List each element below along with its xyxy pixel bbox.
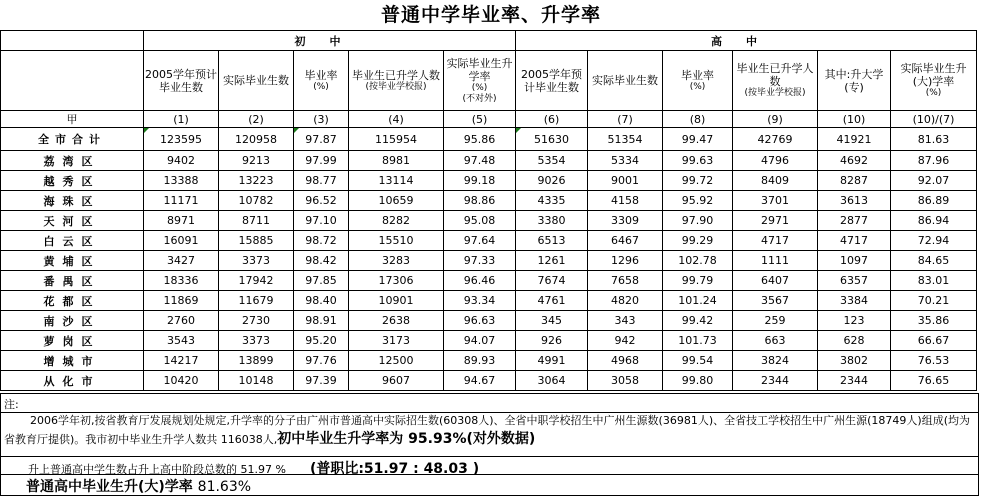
- table-cell: 97.76: [294, 351, 349, 371]
- notes-label: 注:: [4, 398, 19, 411]
- table-cell: 8287: [818, 171, 891, 191]
- table-row: [1, 191, 977, 211]
- column-header: [444, 51, 516, 111]
- column-index: (10): [818, 111, 891, 128]
- table-cell: 3064: [516, 371, 588, 391]
- table-cell: 10901: [349, 291, 444, 311]
- column-header-unit: (%): [313, 81, 329, 92]
- table-cell: 4991: [516, 351, 588, 371]
- table-cell: 8971: [144, 211, 219, 231]
- table-cell: 96.46: [444, 271, 516, 291]
- table-cell: 97.48: [444, 151, 516, 171]
- table-row: [1, 171, 977, 191]
- table-cell: 10148: [219, 371, 294, 391]
- table-cell: 10659: [349, 191, 444, 211]
- notes-paragraph: [4, 412, 976, 449]
- table-cell: 3824: [733, 351, 818, 371]
- row-label: 天河区: [1, 211, 144, 231]
- table-cell: 96.63: [444, 311, 516, 331]
- table-cell: 3567: [733, 291, 818, 311]
- table-row: [1, 251, 977, 271]
- table-cell: 99.80: [663, 371, 733, 391]
- column-header-title: 毕业率: [681, 68, 714, 82]
- table-row: [1, 291, 977, 311]
- column-header: [588, 51, 663, 111]
- column-header-unit: (%) (不对外): [462, 82, 497, 104]
- table-cell: 98.86: [444, 191, 516, 211]
- table-cell: 98.72: [294, 231, 349, 251]
- table-cell: 14217: [144, 351, 219, 371]
- header-corner: [1, 31, 144, 51]
- table-cell: 97.99: [294, 151, 349, 171]
- table-cell: 259: [733, 311, 818, 331]
- column-header-title: 毕业率: [304, 68, 338, 82]
- column-index: (5): [444, 111, 516, 128]
- column-header-title: 2005学年预计毕业生数: [145, 67, 217, 94]
- notes-ratio-highlight: (普职比:51.97 : 48.03 ): [309, 461, 480, 477]
- table-cell: 76.65: [891, 371, 977, 391]
- row-label: 南沙区: [1, 311, 144, 331]
- table-row: [1, 331, 977, 351]
- column-index: (2): [219, 111, 294, 128]
- index-label: 甲: [1, 111, 144, 128]
- row-label: 黄埔区: [1, 251, 144, 271]
- table-cell: 66.67: [891, 331, 977, 351]
- notes-paragraph-highlight: 初中毕业生升学率为 95.93%(对外数据): [277, 431, 536, 447]
- table-row: [1, 351, 977, 371]
- table-cell: 51354: [588, 128, 663, 151]
- table-cell: 663: [733, 331, 818, 351]
- table-cell: 95.08: [444, 211, 516, 231]
- table-cell: 8981: [349, 151, 444, 171]
- table-cell: 95.20: [294, 331, 349, 351]
- table-cell: 97.33: [444, 251, 516, 271]
- table-cell: 98.42: [294, 251, 349, 271]
- table-cell: 9402: [144, 151, 219, 171]
- column-index: (3): [294, 111, 349, 128]
- notes-paragraph-text: 2006学年初,按省教育厅发展规划处规定,升学率的分子由广州市普通高中实际招生数(60308人)、全省中职学校招生中广州生源数(36981人)、全省技工学校招生中广州生源(18749人)组成(均为省教育厅提供)。我市初中毕业生升学人数共 116038人,: [4, 414, 971, 446]
- table-cell: 4692: [818, 151, 891, 171]
- table-row: [1, 271, 977, 291]
- table-row: [1, 231, 977, 251]
- table-cell: 3701: [733, 191, 818, 211]
- table-cell: 4717: [818, 231, 891, 251]
- column-header: [663, 51, 733, 111]
- column-header-title: 实际毕业生升学率: [446, 56, 513, 83]
- table-row: [1, 211, 977, 231]
- table-cell: 6513: [516, 231, 588, 251]
- table-cell: 10782: [219, 191, 294, 211]
- column-header: [818, 51, 891, 111]
- table-cell: 3373: [219, 251, 294, 271]
- table-cell: 8282: [349, 211, 444, 231]
- table-cell: 3058: [588, 371, 663, 391]
- table-cell: 1296: [588, 251, 663, 271]
- table-cell: 16091: [144, 231, 219, 251]
- column-header: [349, 51, 444, 111]
- table-cell: 12500: [349, 351, 444, 371]
- table-cell: 9607: [349, 371, 444, 391]
- table-cell: 3543: [144, 331, 219, 351]
- table-cell: 3802: [818, 351, 891, 371]
- table-cell: 3283: [349, 251, 444, 271]
- table-cell: 97.85: [294, 271, 349, 291]
- notes-ratio-text: 升上普通高中学生数占升上高中阶段总数的 51.97 %: [28, 463, 286, 476]
- table-cell: 926: [516, 331, 588, 351]
- table-row: [1, 151, 977, 171]
- table-cell: 123: [818, 311, 891, 331]
- table-cell: 2638: [349, 311, 444, 331]
- row-label: 越秀区: [1, 171, 144, 191]
- table-cell: 2877: [818, 211, 891, 231]
- table-cell: 99.54: [663, 351, 733, 371]
- table-cell: 4761: [516, 291, 588, 311]
- column-header-unit: (按毕业学校报): [365, 81, 427, 92]
- notes-senior-rate-label: 普通高中毕业生升(大)学率: [26, 479, 193, 495]
- table-cell: 1097: [818, 251, 891, 271]
- column-index: (10)/(7): [891, 111, 977, 128]
- column-header-title: 毕业生已升学人数: [352, 68, 440, 82]
- table-cell: 9026: [516, 171, 588, 191]
- table-cell: 83.01: [891, 271, 977, 291]
- table-cell: 98.40: [294, 291, 349, 311]
- table-cell: 9213: [219, 151, 294, 171]
- table-cell: 10420: [144, 371, 219, 391]
- table-row: [1, 371, 977, 391]
- table-cell: 2344: [733, 371, 818, 391]
- table-cell: 6357: [818, 271, 891, 291]
- table-cell: 120958: [219, 128, 294, 151]
- table-cell: 1261: [516, 251, 588, 271]
- table-cell: 72.94: [891, 231, 977, 251]
- column-header: [733, 51, 818, 111]
- table-cell: 81.63: [891, 128, 977, 151]
- table-cell: 2971: [733, 211, 818, 231]
- row-label: 花都区: [1, 291, 144, 311]
- table-cell: 2760: [144, 311, 219, 331]
- row-label: 海珠区: [1, 191, 144, 211]
- table-cell: 11869: [144, 291, 219, 311]
- table-cell: 4796: [733, 151, 818, 171]
- column-header: [294, 51, 349, 111]
- table-cell: 8409: [733, 171, 818, 191]
- table-cell: 95.86: [444, 128, 516, 151]
- table-cell: 2730: [219, 311, 294, 331]
- table-cell: 97.90: [663, 211, 733, 231]
- column-header-unit: (%): [925, 88, 942, 98]
- table-cell: 101.73: [663, 331, 733, 351]
- table-cell: 99.47: [663, 128, 733, 151]
- page-title: 普通中学毕业率、升学率: [380, 4, 601, 26]
- table-cell: 4968: [588, 351, 663, 371]
- table-cell: 94.07: [444, 331, 516, 351]
- table-cell: 5354: [516, 151, 588, 171]
- table-cell: 5334: [588, 151, 663, 171]
- table-row: [1, 128, 977, 151]
- table-cell: 18336: [144, 271, 219, 291]
- table-cell: 4717: [733, 231, 818, 251]
- table-cell: 97.64: [444, 231, 516, 251]
- table-cell: 3427: [144, 251, 219, 271]
- row-label: 白云区: [1, 231, 144, 251]
- table-cell: 3173: [349, 331, 444, 351]
- table-cell: 4335: [516, 191, 588, 211]
- table-cell: 343: [588, 311, 663, 331]
- table-cell: 7658: [588, 271, 663, 291]
- table-cell: 94.67: [444, 371, 516, 391]
- table-row: [1, 311, 977, 331]
- notes-senior-rate-value: 81.63%: [197, 479, 252, 495]
- table-cell: 84.65: [891, 251, 977, 271]
- row-label: 从化市: [1, 371, 144, 391]
- table-cell: 628: [818, 331, 891, 351]
- column-header-title: 实际毕业生数: [592, 74, 658, 87]
- table-cell: 9001: [588, 171, 663, 191]
- table-cell: 99.79: [663, 271, 733, 291]
- column-index: (7): [588, 111, 663, 128]
- table-cell: 15510: [349, 231, 444, 251]
- header-blank: [1, 51, 144, 111]
- row-label: 番禺区: [1, 271, 144, 291]
- table-cell: 3373: [219, 331, 294, 351]
- table-cell: 15885: [219, 231, 294, 251]
- table-cell: 4158: [588, 191, 663, 211]
- column-index: (4): [349, 111, 444, 128]
- table-cell: 70.21: [891, 291, 977, 311]
- row-label: 增城市: [1, 351, 144, 371]
- table-cell: 13388: [144, 171, 219, 191]
- column-header: [219, 51, 294, 111]
- table-cell: 101.24: [663, 291, 733, 311]
- table-cell: 89.93: [444, 351, 516, 371]
- table-cell: 99.72: [663, 171, 733, 191]
- table-cell: 98.91: [294, 311, 349, 331]
- column-index: (6): [516, 111, 588, 128]
- table-cell: 17942: [219, 271, 294, 291]
- table-cell: 13899: [219, 351, 294, 371]
- table-cell: 51630: [516, 128, 588, 151]
- column-header: [516, 51, 588, 111]
- table-cell: 95.92: [663, 191, 733, 211]
- column-header-title: 实际毕业生数: [223, 74, 289, 87]
- table-cell: 99.29: [663, 231, 733, 251]
- table-cell: 3613: [818, 191, 891, 211]
- row-label: 全市合计: [1, 128, 144, 151]
- table-cell: 93.34: [444, 291, 516, 311]
- table-cell: 2344: [818, 371, 891, 391]
- table-cell: 86.89: [891, 191, 977, 211]
- column-header-title: 2005学年预计毕业生数: [521, 67, 582, 94]
- table-cell: 98.77: [294, 171, 349, 191]
- table-cell: 97.10: [294, 211, 349, 231]
- table-cell: 102.78: [663, 251, 733, 271]
- notes-senior-rate: [26, 476, 251, 496]
- table-cell: 4820: [588, 291, 663, 311]
- notes-ratio-line: [28, 458, 479, 478]
- table-cell: 99.63: [663, 151, 733, 171]
- table-cell: 8711: [219, 211, 294, 231]
- table-cell: 11171: [144, 191, 219, 211]
- table-cell: 7674: [516, 271, 588, 291]
- table-cell: 13114: [349, 171, 444, 191]
- table-cell: 99.42: [663, 311, 733, 331]
- table-cell: 11679: [219, 291, 294, 311]
- table-cell: 3380: [516, 211, 588, 231]
- column-header: [891, 51, 977, 111]
- column-index: (8): [663, 111, 733, 128]
- table-cell: 3309: [588, 211, 663, 231]
- table-cell: 41921: [818, 128, 891, 151]
- table-cell: 97.39: [294, 371, 349, 391]
- column-header-unit: (%): [689, 81, 706, 92]
- table-cell: 123595: [144, 128, 219, 151]
- table-cell: 942: [588, 331, 663, 351]
- row-label: 荔湾区: [1, 151, 144, 171]
- table-cell: 6467: [588, 231, 663, 251]
- data-table: [0, 30, 977, 391]
- column-header: [144, 51, 219, 111]
- table-cell: 97.87: [294, 128, 349, 151]
- table-cell: 13223: [219, 171, 294, 191]
- column-header-title: 其中:升大学(专): [824, 67, 884, 94]
- table-cell: 92.07: [891, 171, 977, 191]
- table-cell: 42769: [733, 128, 818, 151]
- table-cell: 1111: [733, 251, 818, 271]
- senior-group-header: 高中: [516, 31, 977, 51]
- table-cell: 6407: [733, 271, 818, 291]
- table-cell: 3384: [818, 291, 891, 311]
- junior-group-header: 初中: [144, 31, 516, 51]
- table-cell: 76.53: [891, 351, 977, 371]
- table-cell: 115954: [349, 128, 444, 151]
- column-index: (9): [733, 111, 818, 128]
- table-cell: 345: [516, 311, 588, 331]
- table-cell: 17306: [349, 271, 444, 291]
- notes-divider: [0, 456, 979, 457]
- table-cell: 96.52: [294, 191, 349, 211]
- column-index: (1): [144, 111, 219, 128]
- column-header-title: 毕业生已升学人数: [736, 62, 814, 88]
- table-cell: 99.18: [444, 171, 516, 191]
- table-cell: 86.94: [891, 211, 977, 231]
- column-header-unit: (按毕业学校报): [744, 88, 806, 98]
- table-cell: 87.96: [891, 151, 977, 171]
- column-header-title: 实际毕业生升(大)学率: [900, 62, 967, 88]
- row-label: 萝岗区: [1, 331, 144, 351]
- table-cell: 35.86: [891, 311, 977, 331]
